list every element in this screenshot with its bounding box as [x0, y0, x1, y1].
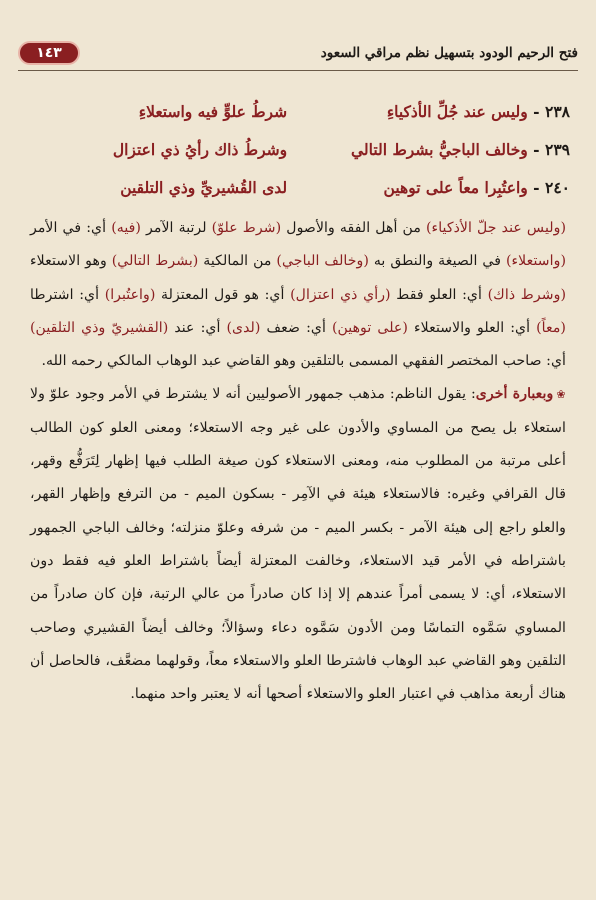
segment: (فيه)	[106, 220, 141, 236]
segment: أي: العلو فقط	[390, 286, 482, 303]
segment: (شرط علوّ)	[206, 220, 282, 236]
verse-first-hemistich	[309, 140, 570, 159]
page-number-badge: ١٤٣	[18, 41, 80, 65]
segment: من أهل الفقه والأصول	[281, 220, 421, 236]
flower-ornament-icon: ❀	[556, 388, 566, 402]
segment: في الصيغة والنطق به	[368, 253, 502, 270]
segment: (رأي ذي اعتزال)	[284, 286, 391, 303]
header-divider	[18, 70, 578, 71]
verse-second-hemistich: وشرطُ ذاك رأيُ ذي اعتزال	[112, 139, 288, 159]
segment: أي: صاحب المختصر الفقهي المسمى بالتلقين وهو القاضي عبد الوهاب المالكي رحمه الله.	[41, 353, 566, 370]
commentary-body	[30, 212, 566, 711]
verse-first-text: وخالف الباجيُّ بشرط التالي	[350, 139, 528, 159]
segment: من المالكية	[198, 253, 272, 270]
segment: (لدى)	[220, 319, 261, 336]
verse-block	[26, 92, 570, 206]
segment: وهو الاستعلاء	[30, 253, 107, 270]
segment: (واستعلاء)	[501, 253, 566, 270]
verse-row	[26, 92, 570, 130]
segment: (على توهين)	[325, 319, 408, 336]
segment: (وليس عند جلّ الأذكياء)	[420, 220, 567, 236]
verse-number: ٢٣٩ -	[533, 139, 570, 159]
segment: أي: هو قول المعتزلة	[155, 286, 285, 303]
verse-second-hemistich: لدى القُشيريِّ وذي التلقين	[120, 177, 288, 197]
verse-number: ٢٣٨ -	[533, 101, 570, 121]
rephrase-text: : يقول الناظم: مذهب جمهور الأصوليين أنه لا يشترط في الأمر وجود علوّ ولا استعلاء بل يصح من المساوي والأدون على غير وجه الاستعلاء؛ ومعنى العلو كون الطالب أعلى مرتبة من المطلوب منه، ومعنى الاستعلاء كون صيغة الطلب فيها إظهار لِتَرَفُّع وقهر، قال القرافي وغيره: فالاستعلاء هيئة في الآمِر - بسكون الميم - من الترفع وإظهار القهر، والعلو راجع إلى هيئة الآمر - بكسر الميم - من شرفه وعلوّ منزلته؛ وخالف الباجي الجمهور باشتراطه في الأمر قيد الاستعلاء، وخالفت المعتزلة أيضاً باشتراط العلو فيه فقط دون الاستعلاء، أي: لا يسمى أمراً عندهم إلا إذا كان صادراً من عالي الرتبة، فإن كان صادراً من المساوي سَمَّوه التماسًا ومن الأدون سَمَّوه دعاء وسؤالاً؛ وخالف أيضاً القشيري وصاحب التلقين وهو القاضي عبد الوهاب فاشترطا العلو والاستعلاء معاً، وقولهما مضعَّف، فالحاصل أن هناك أربعة مذاهب في اعتبار العلو والاستعلاء أصحها أنه لا يعتبر واحد منهما.	[30, 386, 566, 703]
segment: (وشرط ذاك)	[481, 286, 567, 303]
verse-number: ٢٤٠ -	[533, 177, 570, 197]
segment: (القشيريّ وذي التلقين)	[30, 319, 169, 336]
segment: (معاً)	[530, 319, 566, 336]
verse-first-text: واعتُبِرا معاً على توهين	[383, 177, 528, 197]
verse-row	[26, 130, 570, 168]
commentary-paragraph-1	[30, 212, 566, 378]
verse-first-hemistich	[309, 178, 570, 197]
segment: (وخالف الباجي)	[271, 253, 369, 270]
segment: أي: في الأمر	[30, 220, 107, 236]
segment: (واعتُبرا)	[99, 286, 156, 303]
page-header	[18, 38, 578, 68]
verse-second-hemistich: شرطُ علوٍّ فيه واستعلاءِ	[138, 101, 288, 121]
segment: (بشرط التالي)	[106, 253, 199, 270]
book-title: فتح الرحيم الودود بتسهيل نظم مراقي السعود	[320, 45, 578, 61]
verse-row	[26, 168, 570, 206]
rephrase-label: وبعبارة أخرى	[475, 386, 554, 403]
segment: أي: ضعف	[260, 319, 326, 336]
segment: أي: العلو والاستعلاء	[407, 319, 531, 336]
segment: أي: اشترطا	[30, 286, 100, 303]
segment: أي: عند	[168, 319, 221, 336]
verse-first-hemistich	[309, 102, 570, 121]
commentary-paragraph-2	[30, 378, 566, 711]
verse-first-text: وليس عند جُلِّ الأذكياءِ	[386, 101, 528, 121]
segment: لرتبة الآمر	[140, 220, 207, 236]
